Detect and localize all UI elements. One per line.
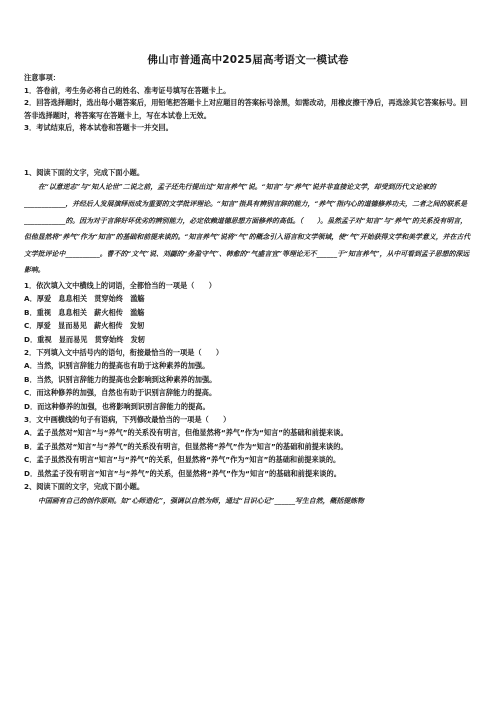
question-2-option-b: B．当然，识别言辞能力的提高也会影响到这种素养的加强。 xyxy=(24,374,217,384)
question-2-option-c: C．而这种修养的加强，自然也有助于识别言辞能力的提高。 xyxy=(24,388,217,398)
notice-item-1: 1．答卷前，考生务必将自己的姓名、准考证号填写在答题卡上。 xyxy=(24,85,231,95)
question-1-option-c: C．厚爱 显而易见 薪火相传 发轫 xyxy=(24,321,145,331)
question-2-option-d: D．而这种修养的加强，也将影响到识别言辞能力的提高。 xyxy=(24,401,210,411)
question-3-stem: 3．文中画横线的句子有语病，下列修改最恰当的一项是（ ） xyxy=(24,415,231,425)
notice-item-2: 2．回答选择题时，选出每小题答案后，用铅笔把答题卡上对应题目的答案标号涂黑，如需改动，用橡皮擦干净后，再选涂其它答案标号。回答非选择题时，将答案写在答题卡上，写在本试卷上无效。 xyxy=(24,98,468,120)
passage-1: 在“以意逆志”与“知人论世”二说之前，孟子还先行提出过“知言养气”说。“知言”与“养气”说并非直接论文学，却受到历代文论家的____________，并经后人发展演绎而成为重要的文学批评理论。“知言”指具有辨别言辞的能力，“养气”指内心的道德修养功夫，二者之间的联系是____________的。因为对于言辞好坏优劣的辨别能力，必定依赖道德思想方面修养的高低。（ ）。虽然孟子对“知言”与“养气”的关系没有明言，但他显然将“养气”作为“知言”的基础和前提来谈的。“知言养气”说将“气”的概念引入语言和文学领域，使“气”开始获得文学和美学意义，并在古代文学批评论中__________。曹不的“文气”说、刘勰的“务盈守气”、韩愈的“气盛言宜”等理论无不______于“知言养气”，从中可看到孟子思想的深远影响。 xyxy=(24,183,471,275)
section-1-heading: 1、阅读下面的文字，完成下面小题。 xyxy=(24,168,145,177)
exam-title: 佛山市普通高中2025届高考语文一模试卷 xyxy=(147,54,349,66)
question-1-option-b: B．重视 息息相关 薪火相传 滥觞 xyxy=(24,307,145,317)
notice-heading: 注意事项： xyxy=(24,73,60,82)
notice-item-3: 3．考试结束后，将本试卷和答题卡一并交回。 xyxy=(24,123,173,133)
question-1-option-d: D．重视 显而易见 贯穿始终 发轫 xyxy=(24,334,145,344)
question-2-stem: 2．下列填入文中括号内的语句，衔接最恰当的一项是（ ） xyxy=(24,348,224,357)
question-3-option-a: A．孟子虽然对“知言”与“养气”的关系没有明言，但他显然将“养气”作为“知言”的基础和前提来谈。 xyxy=(24,428,348,438)
question-3-option-c: C．孟子虽然没有明言“知言”与“养气”的关系，但显然将“养气”作为“知言”的基础和前提来谈的。 xyxy=(24,455,341,465)
question-3-option-d: D．虽然孟子没有明言“知言”与“养气”的关系，但显然将“养气”作为“知言”的基础和前提来谈的。 xyxy=(24,468,341,478)
question-3-option-b: B．孟子虽然对“知言”与“养气”的关系没有明言，但显然将“养气”作为“知言”的基础和前提来谈的。 xyxy=(24,441,348,451)
section-2-heading: 2、阅读下面的文字，完成下面小题。 xyxy=(24,482,145,492)
question-1-stem: 1．依次填入文中横线上的词语，全都恰当的一项是（ ） xyxy=(24,280,216,290)
notice-block xyxy=(24,72,472,135)
exam-content xyxy=(24,166,472,510)
question-2-option-a: A．当然，识别言辞能力的提高也有助于这种素养的加强。 xyxy=(24,361,210,371)
question-1-option-a: A．厚爱 息息相关 贯穿始终 滥觞 xyxy=(24,294,145,304)
passage-2: 中国画有自己的创作原则。如“心师造化”，强调以自然为师，通过“目识心记”______写生自然，概括提炼物 xyxy=(38,497,364,506)
